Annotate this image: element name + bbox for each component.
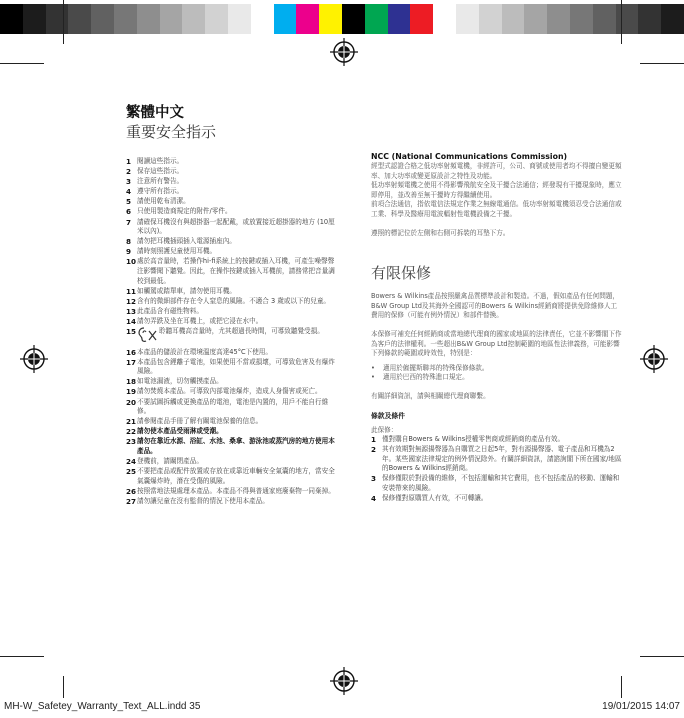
item-text: 僅對購自Bowers & Wilkins授權零售商或經銷商的產品有效。: [382, 435, 565, 444]
color-swatch: [296, 4, 319, 34]
item-number: 8: [126, 237, 132, 247]
item-number: 24: [126, 457, 137, 467]
color-swatch: [433, 4, 456, 34]
list-item: [126, 237, 338, 247]
bullet-icon: •: [371, 363, 375, 372]
list-item: [126, 487, 338, 497]
item-text: 本產品的儲設計在環境溫度高達45°C下使用。: [137, 347, 272, 356]
list-item: [126, 218, 338, 237]
crop-mark: [63, 0, 64, 44]
item-number: 25: [126, 467, 137, 477]
crop-mark: [0, 656, 44, 657]
color-swatch: [410, 4, 433, 34]
registration-mark-left: [20, 345, 48, 373]
item-number: 9: [126, 247, 132, 257]
item-number: 7: [126, 217, 132, 227]
list-item: [126, 348, 338, 358]
list-item: [371, 494, 623, 504]
crop-mark: [63, 676, 64, 698]
list-item: [126, 497, 338, 507]
color-swatch: [502, 4, 525, 34]
color-swatch: [547, 4, 570, 34]
terms-heading: 條款及條件: [371, 411, 405, 420]
item-text: 請勿讓兒童在沒有監督的情況下使用本產品。: [137, 497, 269, 505]
item-number: 11: [126, 286, 137, 296]
bullet-item: [371, 373, 623, 383]
color-swatch: [524, 4, 547, 34]
item-text: 請勿弄跌及坐在耳機上，或把它浸在水中。: [137, 317, 263, 325]
color-swatch: [205, 4, 228, 34]
list-item: [371, 445, 623, 474]
ncc-paragraph-3: 前項合法通信，指依電信法規定作業之無線電通信。低功率射頻電機須忍受合法通信或工業、科學及醫療用電波輻射性電機設備之干擾。: [371, 200, 622, 218]
item-text: 聆聽耳機高音量時，尤其超過長時間，可導致聽覺受損。: [159, 327, 324, 336]
item-number: 5: [126, 197, 132, 207]
item-number: 27: [126, 497, 137, 506]
crop-mark: [640, 656, 684, 657]
color-swatch: [616, 4, 639, 34]
item-text: 請時刻照護兒童使用耳機。: [137, 247, 217, 256]
item-number: 13: [126, 306, 137, 316]
terms-list: [371, 435, 623, 504]
color-swatch: [365, 4, 388, 34]
color-swatch: [46, 4, 69, 34]
color-swatch: [0, 4, 23, 34]
registration-mark-top: [330, 38, 358, 66]
list-item: [126, 358, 338, 377]
list-item: [371, 474, 623, 493]
bullet-text: 適用於巴西的特殊進口規定。: [383, 373, 469, 382]
color-swatch: [342, 4, 365, 34]
item-number: 1: [126, 157, 132, 166]
color-swatch: [274, 4, 297, 34]
item-text: 請使用乾布清潔。: [137, 197, 190, 206]
color-calibration-bar: [0, 4, 684, 34]
safety-heading: 重要安全指示: [126, 123, 217, 141]
ncc-paragraph-4: 遵照的標記位於左側和右側可拆裝的耳墊下方。: [371, 228, 510, 237]
item-text: 閱讀這些指示。: [137, 157, 184, 165]
item-text: 請勿在靠近水源、浴缸、水池、桑拿、游泳池或蒸汽房的地方使用本產品。: [137, 437, 335, 456]
warranty-bullet-list: [371, 364, 623, 383]
file-name: MH-W_Safetey_Warranty_Text_ALL.indd 35: [4, 701, 201, 712]
item-number: 2: [126, 167, 132, 177]
item-number: 12: [126, 296, 137, 306]
ncc-paragraph-1: 經型式認證合格之低功率射頻電機，非經許可，公司、商號或使用者均不得擅自變更頻率、加大功率或變更原設計之特性及功能。: [371, 162, 622, 180]
item-text: 請勿使本產品受雨淋或受潮。: [137, 427, 223, 436]
item-text: 不要把產品或配件放置或存放在或靠近車輛安全氣囊的地方，當安全氣囊爆炸時，潛在受傷的風險。: [137, 467, 335, 485]
item-number: 26: [126, 486, 137, 496]
warranty-paragraph-3: 有關詳細資訊，請與相關總代理商聯繫。: [371, 391, 490, 400]
list-item: [126, 437, 338, 456]
crop-mark: [640, 63, 684, 64]
item-number: 4: [371, 494, 377, 504]
list-item: [126, 387, 338, 397]
item-number: 14: [126, 317, 137, 326]
color-swatch: [593, 4, 616, 34]
color-swatch: [23, 4, 46, 34]
item-text: 此產品含有磁性物料。: [137, 306, 203, 315]
list-item: [126, 207, 338, 217]
bullet-icon: •: [371, 373, 375, 382]
item-number: 17: [126, 357, 137, 367]
warranty-heading: 有限保修: [371, 264, 432, 283]
item-text: 不要試圖拆觸或更換產品的電池，電池是內置的，用戶不能自行維修。: [137, 397, 329, 416]
color-swatch: [160, 4, 183, 34]
item-text: 含有的微細部件存在令人窒息的風險。不適合 3 歲或以下的兒童。: [137, 296, 331, 305]
list-item: [126, 157, 338, 167]
list-item: [126, 177, 338, 187]
warranty-paragraph-1: Bowers & Wilkins產品按照嚴禽品質標準設計和製造。不過，假如產品有任何問題，B&W Group Ltd及其海外全國認可的Bowers & Wilkins經銷商將提供免除維修人工費用的保修（可能有例外情況）和部件替換。: [371, 292, 620, 320]
registration-mark-right: [640, 345, 668, 373]
warranty-paragraph-2: 本保修可補充任何經銷商或當地總代理商的國家或地區的法律責任，它並不影響閣下作為客戶的法律權利。一些超出B&W Group Ltd控制範圍的地區性法律義務，可能影響下列條款的範圍或時效性，特別是：: [371, 329, 622, 358]
item-text: 保存這些指示。: [137, 167, 184, 176]
list-item: [126, 187, 338, 197]
safety-list-item-15-wrap: [126, 327, 338, 343]
list-item: [126, 287, 338, 297]
item-number: 19: [126, 387, 137, 397]
item-number: 6: [126, 207, 132, 217]
item-number: 1: [371, 435, 377, 445]
hearing-warning-icon: [137, 327, 159, 343]
ncc-heading: NCC (National Communications Commission): [371, 152, 568, 161]
color-swatch: [479, 4, 502, 34]
item-text: 請勿把耳機插頭插入電源插座內。: [137, 237, 236, 246]
item-number: 10: [126, 257, 137, 267]
color-swatch: [456, 4, 479, 34]
list-item: [126, 247, 338, 257]
list-item: [126, 377, 338, 387]
item-text: 只使用製造商規定的附件/零件。: [137, 207, 232, 216]
item-text: 請確保耳機沒有與超掛器一起配戴，或放置接近超掛器的地方 (10厘米以內)。: [137, 217, 335, 236]
color-swatch: [661, 4, 684, 34]
bullet-item: [371, 364, 623, 374]
list-item: [126, 317, 338, 327]
item-number: 3: [371, 474, 377, 484]
language-title: 繁體中文: [126, 105, 184, 121]
list-item: [126, 417, 338, 427]
color-swatch: [319, 4, 342, 34]
item-text: 保修僅對原購買人有效，不可轉讓。: [382, 494, 488, 503]
item-text: 按照當地法規處理本產品。本產品不得與普通家庭廢棄物一同棄掉。: [137, 486, 335, 495]
list-item: [126, 257, 338, 286]
list-item: [126, 427, 338, 437]
color-swatch: [228, 4, 251, 34]
crop-mark: [621, 676, 622, 698]
list-item: [126, 327, 338, 343]
item-number: 18: [126, 377, 137, 387]
ncc-paragraph-2: 低功率射頻電機之使用不得影響飛航安全及干擾合法通信；經發現有干擾現象時，應立即停用，並改善至無干擾時方得繼續使用。: [371, 181, 622, 199]
item-text: 如電池漏液，切勿觸摸產品。: [137, 377, 223, 386]
item-number: 21: [126, 417, 137, 427]
list-item: [126, 457, 338, 467]
item-number: 20: [126, 397, 137, 407]
item-text: 請參閱產品手冊了解有關電池保養的信息。: [137, 417, 263, 426]
color-swatch: [388, 4, 411, 34]
color-swatch: [114, 4, 137, 34]
registration-mark-bottom: [330, 667, 358, 695]
list-item: [371, 435, 623, 445]
print-slug: [4, 701, 680, 712]
safety-list: [126, 157, 338, 327]
safety-column: [126, 105, 338, 507]
list-item: [126, 167, 338, 177]
safety-list-continued: [126, 348, 338, 507]
crop-mark: [0, 63, 44, 64]
item-text: 如觸駕或踏單車，請勿使用耳機。: [137, 286, 236, 295]
list-item: [126, 467, 338, 486]
item-text: 其有效期對無源揚聲器為自購買之日起5年，對有源揚聲器、電子產品和耳機為2年。某些國家法律規定的例外情況除外。有關詳細資訊，請諮詢閣下所在國家/地區的Bowers & Wilkins經銷商。: [382, 445, 622, 473]
list-item: [126, 307, 338, 317]
color-swatch: [570, 4, 593, 34]
item-text: 保修僅限於對設備的維修，不包括運輸和其它費用，也不包括產品的移動、運輸和安裝帶來的風險。: [382, 474, 620, 493]
item-number: 23: [126, 437, 137, 447]
crop-mark: [621, 0, 622, 44]
color-swatch: [251, 4, 274, 34]
print-date: 19/01/2015 14:07: [602, 701, 680, 712]
item-number: 3: [126, 177, 132, 187]
item-text: 處於高音量時，若操作hi-fi系統上的按鍵或插入耳機，可產生噪聲聲注影響聞下聽覺。因此，在操作按鍵或插入耳機前，請務常把音量調校到最低。: [137, 257, 335, 285]
item-text: 請勿焚燒本產品。可導致內部電池爆炸，造成人身傷害或死亡。: [137, 387, 322, 396]
color-swatch: [638, 4, 661, 34]
color-swatch: [68, 4, 91, 34]
item-number: 2: [371, 445, 377, 455]
bullet-text: 適用於僱擺斯聯邦的特殊保修條款。: [383, 363, 489, 372]
list-item: [126, 297, 338, 307]
color-swatch: [182, 4, 205, 34]
color-swatch: [91, 4, 114, 34]
item-number: 22: [126, 427, 137, 437]
item-text: 本產品包含鋰離子電池，如果使用不當或損壞，可導致危害及有爆炸風險。: [137, 357, 335, 376]
item-number: 15: [126, 327, 137, 337]
item-number: 4: [126, 187, 132, 197]
item-number: 16: [126, 347, 137, 357]
item-text: 遵守所有指示。: [137, 187, 184, 196]
list-item: [126, 398, 338, 417]
item-text: 登機前，請關閉產品。: [137, 457, 203, 466]
terms-intro: 此保修：: [371, 425, 398, 434]
color-swatch: [137, 4, 160, 34]
list-item: [126, 197, 338, 207]
item-text: 注意所有警告。: [137, 177, 184, 186]
warranty-column: [371, 152, 623, 504]
